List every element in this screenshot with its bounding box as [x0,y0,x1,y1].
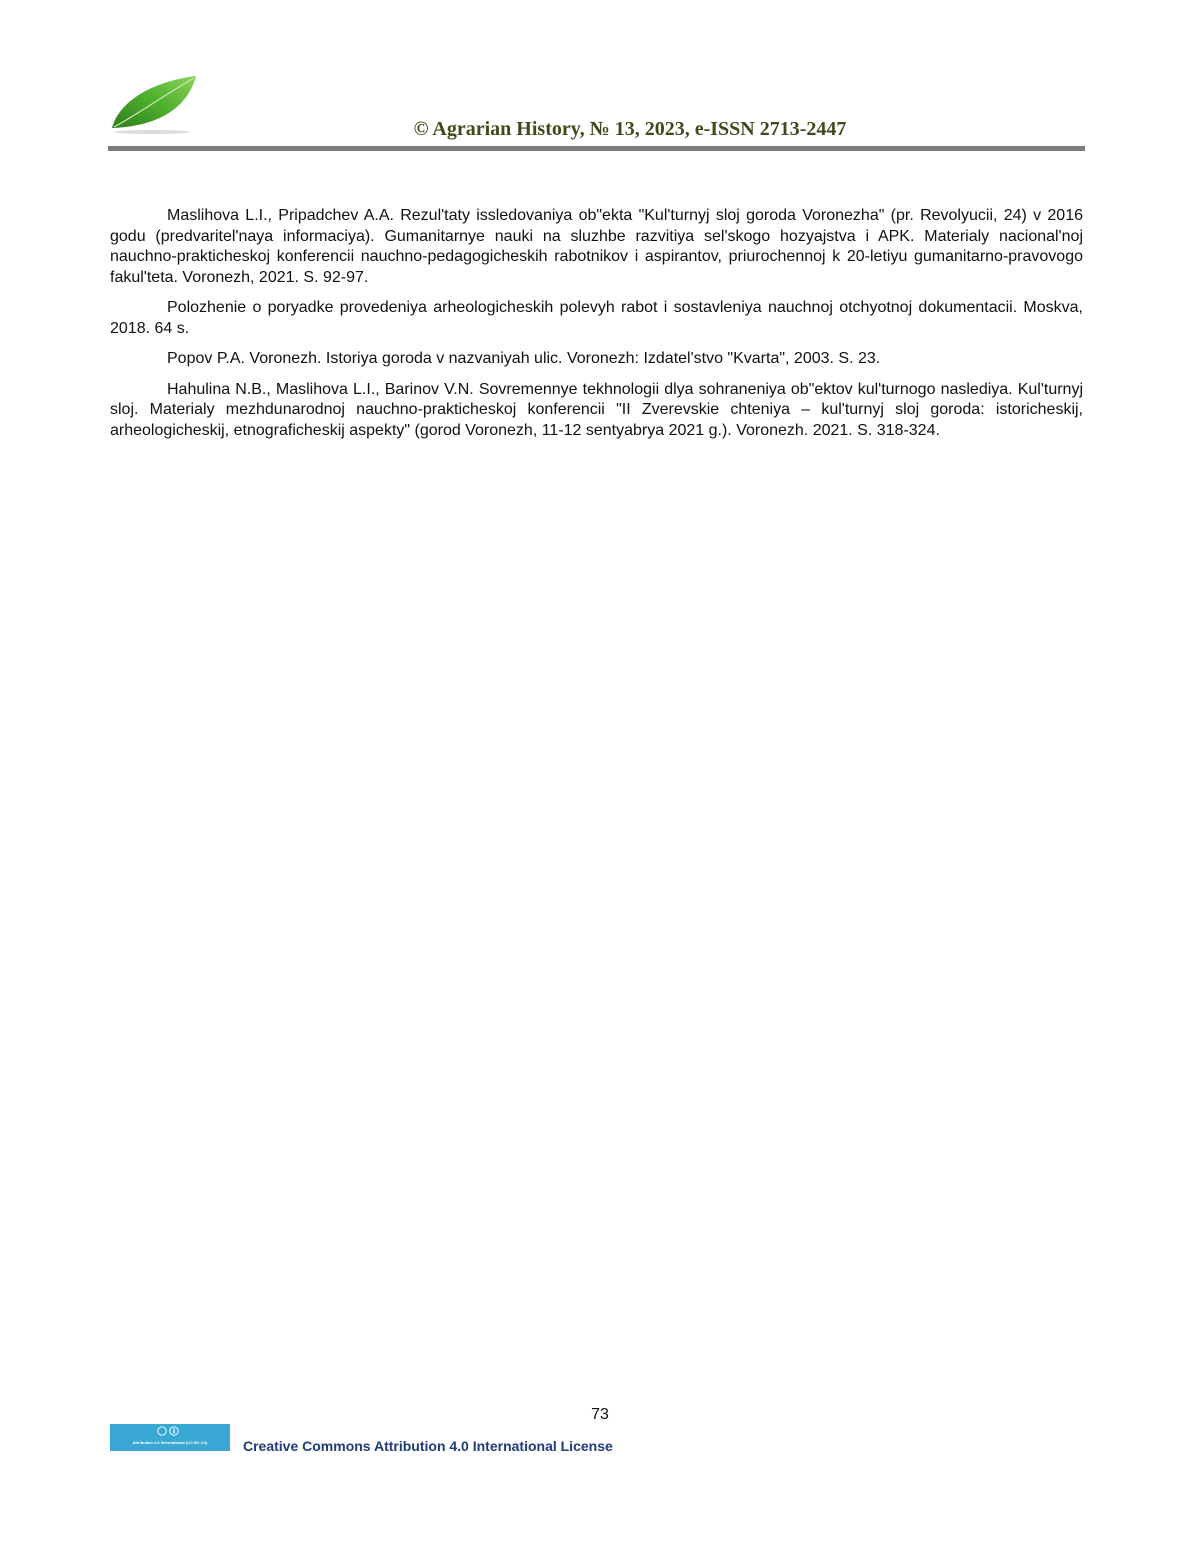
journal-title: © Agrarian History, № 13, 2023, e-ISSN 2713-2447 [413,118,847,140]
reference-item: Maslihova L.I., Pripadchev A.A. Rezul'taty issledovaniya ob"ekta "Kul'turnyj sloj goroda Voronezha" (pr. Revolyucii, 24) v 2016 godu (predvaritel'naya informaciya). Gumanitarnye nauki na sluzhbe razvitiya sel'skogo hozyajstva i APK. Materialy nacional'noj nauchno-prakticheskoj konferencii nauchno-pedagogicheskih rabotnikov i aspirantov, priurochennoj k 20-letiyu gumanitarno-pravovogo fakul'teta. Voronezh, 2021. S. 92-97. [110,207,1083,286]
reference-list [110,206,1083,451]
reference-item: Hahulina N.B., Maslihova L.I., Barinov V.N. Sovremennye tekhnologii dlya sohraneniya ob"ektov kul'turnogo naslediya. Kul'turnyj sloj. Materialy mezhdunarodnoj nauchno-prakticheskoj konferencii "II Zverevskie chteniya – kul'turnyj sloj goroda: istoricheskij, arheologicheskij, etnograficheskij aspekty" (gorod Voronezh, 11-12 sentyabrya 2021 g.). Voronezh. 2021. S. 318-324. [110,380,1083,439]
cc-badge-label: Attribution 4.0 International (CC BY 4.0) [132,1440,208,1445]
reference-item: Polozhenie o poryadke provedeniya arheologicheskih polevyh rabot i sostavleniya nauchnoj otchyotnoj dokumentacii. Moskva, 2018. 64 s. [110,299,1083,337]
cc-by-badge[interactable] [110,1424,230,1451]
page-number: 73 [591,1406,609,1423]
header-divider [108,146,1085,151]
green-leaf-icon [108,74,200,134]
license-link[interactable]: Creative Commons Attribution 4.0 International License [243,1438,613,1454]
cc-license-icon [156,1426,182,1436]
reference-item: Popov P.A. Voronezh. Istoriya goroda v nazvaniyah ulic. Voronezh: Izdatel'stvo "Kvarta", 2003. S. 23. [167,350,881,367]
